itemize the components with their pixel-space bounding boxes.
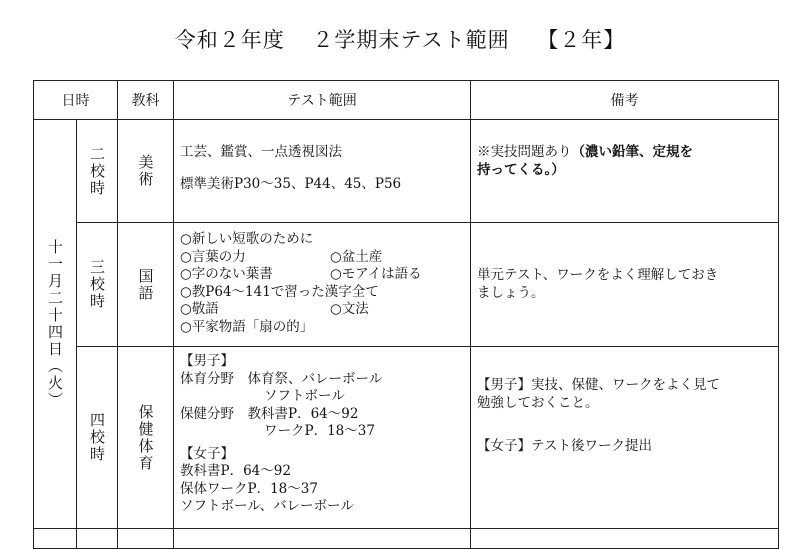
notes-line: 勉強しておくこと。 <box>477 394 599 411</box>
notes-line: 【男子】実技、保健、ワークをよく見て <box>477 377 720 393</box>
subject-text: 保健体育 <box>136 403 155 472</box>
range-girls-head: 【女子】 <box>180 445 234 462</box>
subject-cell <box>118 120 174 223</box>
title-test: ２学期末テスト範囲 <box>312 28 510 52</box>
page-title <box>0 24 800 54</box>
notes-line: 単元テスト、ワークをよく理解しておき <box>477 267 719 283</box>
range-cell <box>174 347 471 529</box>
notes-line: ましょう。 <box>477 284 545 301</box>
range-line: ○平家物語「扇の的」 <box>180 318 314 335</box>
range-line: 保健分野 教科書P．64～92 <box>180 405 359 422</box>
range-cell <box>174 223 471 347</box>
range-line: ○新しい短歌のために <box>180 231 314 247</box>
test-range-table <box>33 80 779 549</box>
notes-bold-line: 持ってくる。） <box>477 161 565 178</box>
table-row <box>34 529 779 549</box>
header-range: テスト範囲 <box>174 81 471 120</box>
subject-text: 国語 <box>136 267 155 302</box>
header-row <box>34 81 779 120</box>
range-boys-head: 【男子】 <box>180 353 234 369</box>
notes-bold: （濃い鉛筆、定規を <box>571 144 693 160</box>
subject-cell <box>118 223 174 347</box>
notes-cell <box>471 120 779 223</box>
period-text: 四校時 <box>88 412 106 463</box>
range-line: ソフトボール <box>264 388 345 404</box>
range-line: 保体ワークP．18～37 <box>180 480 318 497</box>
header-notes: 備考 <box>471 81 779 120</box>
date-cell <box>34 120 77 529</box>
range-line: ○字のない葉書 ○モアイは語る <box>180 266 422 282</box>
table-row <box>34 223 779 347</box>
range-line: 標準美術P30～35、P44、45、P56 <box>180 175 402 192</box>
period-text: 三校時 <box>88 259 106 310</box>
period-cell <box>77 120 118 223</box>
range-line: 工芸、鑑賞、一点透視図法 <box>180 144 342 160</box>
title-year: 令和２年度 <box>174 28 285 52</box>
range-line: ワークP．18～37 <box>264 423 375 439</box>
header-date: 日時 <box>34 81 118 120</box>
range-line: ソフトボール、バレーボール <box>180 498 354 514</box>
notes-line <box>477 144 772 162</box>
range-line: ○言葉の力 ○盆土産 <box>180 248 383 265</box>
date-text: 十一月二十四日（火） <box>46 239 64 409</box>
period-text: 二校時 <box>88 145 106 197</box>
table-row <box>34 347 779 529</box>
header-subject: 教科 <box>118 81 174 120</box>
period-cell <box>77 223 118 347</box>
range-line: ○教P64～141で習った漢字全て <box>180 283 379 300</box>
notes-cell <box>471 347 779 529</box>
notes-text: ※実技問題あり <box>477 144 572 160</box>
title-grade: 【２年】 <box>537 28 626 52</box>
subject-text: 美術 <box>136 154 155 188</box>
subject-cell <box>118 347 174 529</box>
notes-line: 【女子】テスト後ワーク提出 <box>477 438 652 454</box>
period-cell <box>77 347 118 529</box>
notes-cell <box>471 223 779 347</box>
range-cell <box>174 120 471 223</box>
range-line: 教科書P．64～92 <box>180 463 291 479</box>
range-line: 体育分野 体育祭、バレーボール <box>180 370 383 387</box>
table-row <box>34 120 779 223</box>
range-line: ○敬語 ○文法 <box>180 301 369 317</box>
